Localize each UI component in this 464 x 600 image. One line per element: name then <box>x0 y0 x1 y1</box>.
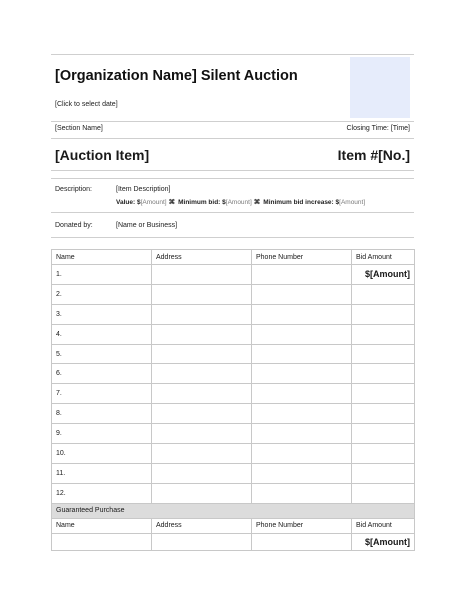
table-row <box>52 404 415 424</box>
item-number[interactable]: Item #[No.] <box>337 147 410 163</box>
table-row <box>52 483 415 503</box>
table-row <box>52 324 415 344</box>
address-cell[interactable] <box>152 304 252 324</box>
min-increase-amount[interactable]: [Amount] <box>339 199 366 206</box>
header-divider <box>51 121 414 122</box>
min-increase-label: Minimum bid increase: $ <box>263 199 340 206</box>
column-header-name: Name <box>52 250 152 265</box>
column-header-phone: Phone Number <box>252 250 352 265</box>
closing-label: Closing Time: <box>346 125 389 132</box>
donated-label: Donated by: <box>55 222 93 229</box>
column-header-name: Name <box>52 518 152 533</box>
bid-amount-cell[interactable] <box>352 444 415 464</box>
description-label: Description: <box>55 186 92 193</box>
page-title[interactable]: [Organization Name] Silent Auction <box>55 68 298 84</box>
bidder-name-cell[interactable]: 1. <box>52 265 152 285</box>
phone-cell[interactable] <box>252 483 352 503</box>
address-cell[interactable] <box>152 284 252 304</box>
donated-value[interactable]: [Name or Business] <box>116 222 178 229</box>
command-separator-icon: ⌘ <box>168 199 176 206</box>
donated-divider <box>51 237 414 238</box>
min-bid-label: Minimum bid: $ <box>178 199 226 206</box>
address-cell[interactable] <box>152 533 252 550</box>
phone-cell[interactable] <box>252 265 352 285</box>
bid-amount-cell[interactable] <box>352 324 415 344</box>
address-cell[interactable] <box>152 463 252 483</box>
min-bid-amount[interactable]: [Amount] <box>225 199 252 206</box>
table-header-row <box>52 250 415 265</box>
value-label: Value: $ <box>116 199 141 206</box>
address-cell[interactable] <box>152 404 252 424</box>
bidder-name-cell[interactable]: 7. <box>52 384 152 404</box>
address-cell[interactable] <box>152 444 252 464</box>
section-divider <box>51 138 414 139</box>
address-cell[interactable] <box>152 424 252 444</box>
bidder-name-cell[interactable] <box>52 533 152 550</box>
phone-cell[interactable] <box>252 463 352 483</box>
address-cell[interactable] <box>152 324 252 344</box>
phone-cell[interactable] <box>252 384 352 404</box>
table-row <box>52 304 415 324</box>
bidder-name-cell[interactable]: 9. <box>52 424 152 444</box>
phone-cell[interactable] <box>252 344 352 364</box>
bidder-name-cell[interactable]: 5. <box>52 344 152 364</box>
address-cell[interactable] <box>152 384 252 404</box>
bid-amount-cell[interactable] <box>352 364 415 384</box>
logo-placeholder[interactable] <box>350 57 410 118</box>
phone-cell[interactable] <box>252 324 352 344</box>
bid-amount-cell[interactable] <box>352 304 415 324</box>
phone-cell[interactable] <box>252 444 352 464</box>
phone-cell[interactable] <box>252 424 352 444</box>
value-amount[interactable]: [Amount] <box>140 199 167 206</box>
bid-amount-cell[interactable] <box>352 463 415 483</box>
table-row <box>52 444 415 464</box>
bid-amount-cell[interactable] <box>352 404 415 424</box>
auction-item-title[interactable]: [Auction Item] <box>55 147 150 163</box>
bidder-name-cell[interactable]: 8. <box>52 404 152 424</box>
address-cell[interactable] <box>152 265 252 285</box>
closing-value[interactable]: [Time] <box>390 125 410 132</box>
address-cell[interactable] <box>152 344 252 364</box>
phone-cell[interactable] <box>252 533 352 550</box>
bidder-name-cell[interactable]: 11. <box>52 463 152 483</box>
bid-amount-cell[interactable] <box>352 384 415 404</box>
closing-time <box>346 125 410 132</box>
bid-amount-cell[interactable] <box>352 483 415 503</box>
top-rule <box>51 54 414 55</box>
bid-amount-cell[interactable]: $[Amount] <box>352 265 415 285</box>
description-value[interactable]: [Item Description] <box>116 186 171 193</box>
table-row <box>52 344 415 364</box>
column-header-address: Address <box>152 250 252 265</box>
column-header-bid: Bid Amount <box>352 250 415 265</box>
phone-cell[interactable] <box>252 404 352 424</box>
table-row <box>52 265 415 285</box>
bidder-name-cell[interactable]: 2. <box>52 284 152 304</box>
address-cell[interactable] <box>152 364 252 384</box>
guaranteed-purchase-label: Guaranteed Purchase <box>52 503 415 518</box>
phone-cell[interactable] <box>252 304 352 324</box>
bid-table <box>51 249 415 551</box>
command-separator-icon: ⌘ <box>253 199 261 206</box>
bidder-name-cell[interactable]: 4. <box>52 324 152 344</box>
bid-amount-cell[interactable] <box>352 424 415 444</box>
table-row <box>52 284 415 304</box>
guaranteed-header-row <box>52 518 415 533</box>
details-divider <box>51 212 414 213</box>
date-field[interactable]: [Click to select date] <box>55 101 118 108</box>
phone-cell[interactable] <box>252 364 352 384</box>
table-row <box>52 364 415 384</box>
bid-amount-cell[interactable] <box>352 344 415 364</box>
column-header-bid: Bid Amount <box>352 518 415 533</box>
bidder-name-cell[interactable]: 6. <box>52 364 152 384</box>
table-row <box>52 463 415 483</box>
column-header-phone: Phone Number <box>252 518 352 533</box>
column-header-address: Address <box>152 518 252 533</box>
bid-terms <box>116 198 365 206</box>
table-row <box>52 424 415 444</box>
section-name[interactable]: [Section Name] <box>55 125 103 132</box>
phone-cell[interactable] <box>252 284 352 304</box>
bidder-name-cell[interactable]: 10. <box>52 444 152 464</box>
table-row <box>52 384 415 404</box>
bid-amount-cell[interactable] <box>352 284 415 304</box>
bid-amount-cell[interactable]: $[Amount] <box>352 533 415 550</box>
guaranteed-purchase-row <box>52 503 415 518</box>
bidder-name-cell[interactable]: 3. <box>52 304 152 324</box>
item-divider-1 <box>51 170 414 171</box>
item-divider-2 <box>51 178 414 179</box>
guaranteed-entry-row <box>52 533 415 550</box>
bidder-name-cell[interactable]: 12. <box>52 483 152 503</box>
address-cell[interactable] <box>152 483 252 503</box>
